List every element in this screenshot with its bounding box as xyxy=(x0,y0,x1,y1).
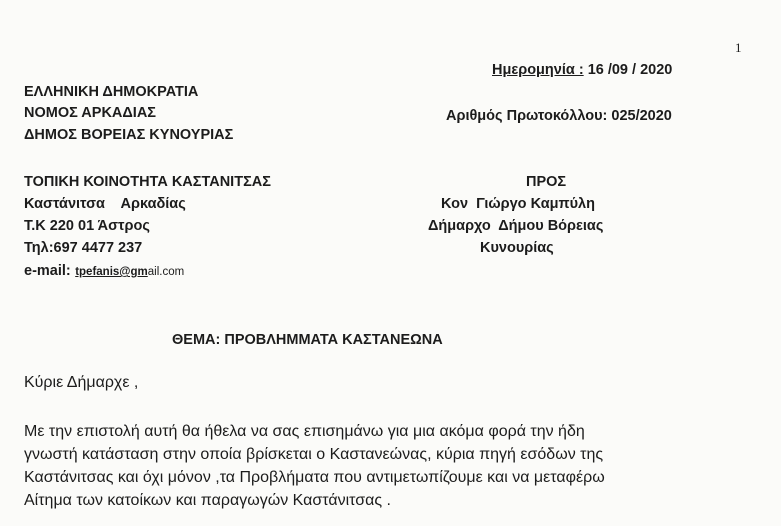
sender-line: ΝΟΜΟΣ ΑΡΚΑΔΙΑΣ xyxy=(24,105,157,121)
body-line: Αίτημα των κατοίκων και παραγωγών Καστάνιτσας . xyxy=(24,492,391,509)
date-value: 16 /09 / 2020 xyxy=(587,62,673,78)
body-line: Καστάνιτσας και όχι μόνον ,τα Προβλήματα που αντιμετωπίζουμε και να μεταφέρω xyxy=(24,469,605,486)
sender-line: ΔΗΜΟΣ ΒΟΡΕΙΑΣ ΚΥΝΟΥΡΙΑΣ xyxy=(24,127,234,143)
sender-line: Τηλ:697 4477 237 xyxy=(24,240,143,256)
sender-line: Καστάνιτσα Αρκαδίας xyxy=(24,196,186,212)
recipient-line: Κον Γιώργο Καμπύλη xyxy=(441,196,595,212)
recipient-label: ΠΡΟΣ xyxy=(526,174,567,190)
sender-line: Τ.Κ 220 01 Άστρος xyxy=(24,218,150,234)
email-label: e-mail: xyxy=(24,263,71,279)
protocol-number: Αριθμός Πρωτοκόλλου: 025/2020 xyxy=(446,108,672,124)
email-line xyxy=(24,262,184,280)
body-line: Με την επιστολή αυτή θα ήθελα να σας επισημάνω για μια ακόμα φορά την ήδη xyxy=(24,423,585,440)
subject-line: ΘΕΜΑ: ΠΡΟΒΛΗΜΜΑΤΑ ΚΑΣΤΑΝΕΩΝΑ xyxy=(172,332,443,348)
page-number: 1 xyxy=(735,40,742,55)
body-line: γνωστή κατάσταση στην οποία βρίσκεται ο Καστανεώνας, κύρια πηγή εσόδων της xyxy=(24,446,604,463)
date-label: Ημερομηνία : xyxy=(492,62,584,78)
date-line xyxy=(492,62,672,78)
email-domain: ail.com xyxy=(147,266,185,278)
email-link[interactable]: tpefanis@gm xyxy=(75,266,148,278)
sender-line: ΤΟΠΙΚΗ ΚΟΙΝΟΤΗΤΑ ΚΑΣΤΑΝΙΤΣΑΣ xyxy=(24,174,271,190)
recipient-line: Κυνουρίας xyxy=(480,240,554,256)
salutation: Κύριε Δήμαρχε , xyxy=(24,374,139,391)
recipient-line: Δήμαρχο Δήμου Βόρειας xyxy=(428,218,604,234)
sender-line: ΕΛΛΗΝΙΚΗ ΔΗΜΟΚΡΑΤΙΑ xyxy=(24,84,199,100)
